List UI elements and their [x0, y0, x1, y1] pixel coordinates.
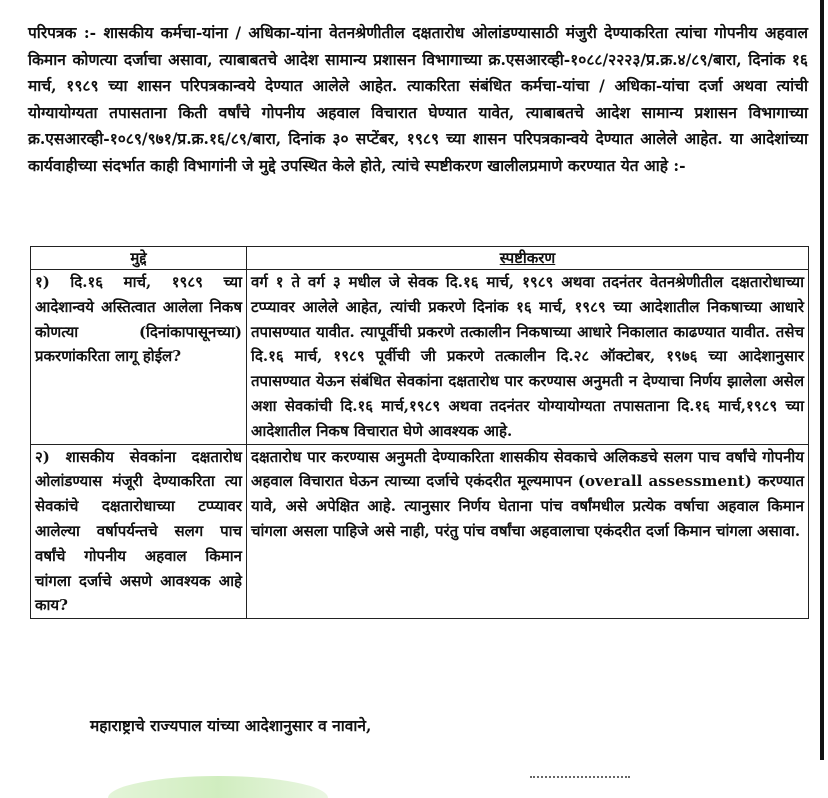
page-edge-border	[820, 0, 824, 760]
issue-cell: १) दि.१६ मार्च, १९८९ च्या आदेशान्वये अस्तित्वात आलेला निकष कोणत्या (दिनांकापासूनच्या) प्रकरणांकरिता लागू होईल?	[31, 270, 247, 445]
circular-label: परिपत्रक :-	[28, 23, 97, 42]
clarification-cell: दक्षतारोध पार करण्यास अनुमती देण्याकरिता शासकीय सेवकाचे अलिकडचे सलग पाच वर्षांचे गोपनीय अहवाल विचारात घेऊन त्याच्या दर्जाचे एकंदरीत मूल्यमापन (overall assessment) करण्यात यावे, असे अपेक्षित आहे. त्यानुसार निर्णय घेताना पांच वर्षांमधील प्रत्येक वर्षाचा अहवाल किमान चांगला असला पाहिजे असे नाही, परंतु पांच वर्षांचा अहवालाचा एकंदरीत दर्जा किमान चांगला असावा.	[247, 444, 809, 619]
clarification-cell: वर्ग १ ते वर्ग ३ मधील जे सेवक दि.१६ मार्च, १९८९ अथवा तदनंतर वेतनश्रेणीतील दक्षतारोधाच्या टप्प्यावर आलेले आहेत, त्यांची प्रकरणे दिनांक १६ मार्च, १९८९ च्या आदेशातील निकषाच्या आधारे तपासण्यात यावीत. त्यापूर्वीची प्रकरणे तत्कालीन निकषाच्या आधारे निकालात काढण्यात यावीत. तसेच दि.१६ मार्च, १९८९ पूर्वीची जी प्रकरणे तत्कालीन दि.२८ ऑक्टोबर, १९७६ च्या आदेशानुसार तपासण्यात येऊन संबंधित सेवकांना दक्षतारोध पार करण्यास अनुमती न देण्याचा निर्णय झालेला असेल अशा सेवकांची दि.१६ मार्च,१९८९ अथवा तदनंतर योग्यायोग्यता तपासताना दि.१६ मार्च,१९८९ च्या आदेशातील निकष विचारात घेणे आवश्यक आहे.	[247, 270, 809, 445]
clarification-table	[30, 246, 809, 619]
faint-ink-mark	[530, 770, 630, 778]
issue-cell: २) शासकीय सेवकांना दक्षतारोध ओलांडण्यास मंजूरी देण्याकरिता त्या सेवकांचे दक्षतारोधाच्या टप्प्यावर आलेल्या वर्षापर्यन्तचे सलग पाच वर्षांचे गोपनीय अहवाल किमान चांगला दर्जाचे असणे आवश्यक आहे काय?	[31, 444, 247, 619]
closing-line: महाराष्ट्राचे राज्यपाल यांच्या आदेशानुसार व नावाने,	[90, 716, 372, 735]
table-row	[31, 444, 809, 619]
table-header-row	[31, 247, 809, 270]
table-row	[31, 270, 809, 445]
circular-intro-text: शासकीय कर्मचा-यांना / अधिका-यांना वेतनश्रेणीतील दक्षतारोध ओलांडण्यासाठी मंजुरी देण्याकरिता त्यांचा गोपनीय अहवाल किमान कोणत्या दर्जाचा असावा, त्याबाबतचे आदेश सामान्य प्रशासन विभागाच्या क्र.एसआरव्ही-१०८८/२२२३/प्र.क्र.४/८९/बारा, दिनांक १६ मार्च, १९८९ च्या शासन परिपत्रकान्वये देण्यात आलेले आहेत. त्याकरिता संबंधित कर्मचा-यांचा / अधिका-यांचा दर्जा अथवा त्यांची योग्यायोग्यता तपासताना किती वर्षांचे गोपनीय अहवाल विचारात घेण्यात यावेत, त्याबाबतचे आदेश सामान्य प्रशासन विभागाच्या क्र.एसआरव्ही-१०८९/९७१/प्र.क्र.१६/८९/बारा, दिनांक ३० सप्टेंबर, १९८९ च्या शासन परिपत्रकान्वये देण्यात आलेले आहेत. या आदेशांच्या कार्यवाहीच्या संदर्भात काही विभागांनी जे मुद्दे उपस्थित केले होते, त्यांचे स्पष्टीकरण खालीलप्रमाणे करण्यात येत आहे :-	[28, 23, 808, 175]
circular-intro-paragraph	[28, 20, 808, 179]
header-issues: मुद्दे	[31, 247, 247, 270]
header-clarification: स्पष्टीकरण	[247, 247, 809, 270]
